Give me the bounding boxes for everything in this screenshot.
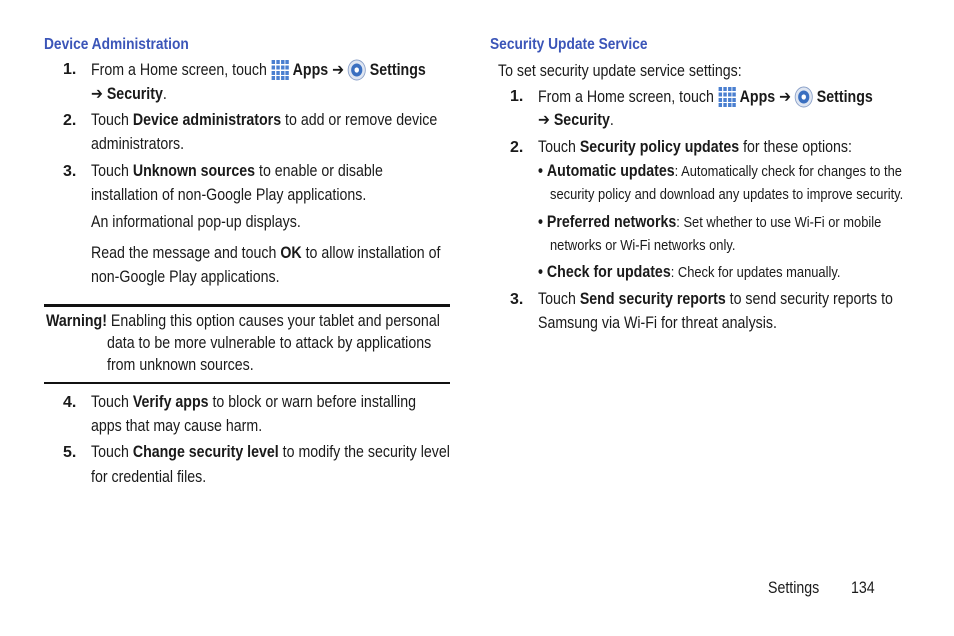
step-text: Touch Unknown sources to enable or disable bbox=[91, 162, 383, 180]
page-number: 134 bbox=[851, 579, 875, 597]
warning-top-rule bbox=[44, 304, 450, 307]
step-text: From a Home screen, touch Apps ➔ Settings bbox=[538, 85, 927, 115]
settings-gear-icon bbox=[794, 86, 813, 115]
warning-text-continued: data to be more vulnerable to attack by applications bbox=[107, 334, 432, 352]
section-heading-security-update-service: Security Update Service bbox=[490, 36, 648, 53]
step-text: Touch Verify apps to block or warn before installing bbox=[91, 393, 416, 411]
apps-grid-icon bbox=[270, 59, 289, 88]
step-text-continued: ➔ Security. bbox=[538, 111, 614, 129]
section-heading-device-administration: Device Administration bbox=[44, 36, 189, 53]
step-text: Touch Change security level to modify the security level bbox=[91, 443, 450, 461]
step-number: 1. bbox=[63, 61, 77, 78]
step-number: 2. bbox=[63, 112, 77, 129]
step-text-continued: ➔ Security. bbox=[91, 85, 167, 103]
step-text: Touch Device administrators to add or remove device bbox=[91, 111, 438, 129]
warning-text-continued: from unknown sources. bbox=[107, 356, 254, 374]
apps-grid-icon bbox=[717, 86, 736, 115]
step-number: 3. bbox=[63, 163, 77, 180]
bullet-item: • Check for updates: Check for updates manually. bbox=[538, 263, 841, 281]
step-text-continued: Samsung via Wi-Fi for threat analysis. bbox=[538, 314, 777, 332]
step-note: Read the message and touch OK to allow installation of bbox=[91, 244, 441, 262]
warning-text: Warning! Enabling this option causes your tablet and personal bbox=[46, 312, 440, 330]
step-text: From a Home screen, touch Apps ➔ Settings bbox=[91, 58, 480, 88]
step-number: 4. bbox=[63, 394, 77, 411]
settings-gear-icon bbox=[347, 59, 366, 88]
step-number: 5. bbox=[63, 444, 77, 461]
step-note: An informational pop-up displays. bbox=[91, 213, 301, 231]
step-text-continued: administrators. bbox=[91, 135, 185, 153]
footer-section: Settings bbox=[768, 579, 820, 597]
step-text: Touch Send security reports to send security reports to bbox=[538, 290, 893, 308]
step-number: 2. bbox=[510, 139, 524, 156]
step-text-continued: installation of non-Google Play applications. bbox=[91, 186, 367, 204]
bullet-item-continued: security policy and download any updates to improve security. bbox=[550, 186, 904, 203]
bullet-item: • Preferred networks: Set whether to use Wi-Fi or mobile bbox=[538, 213, 882, 231]
bullet-item-continued: networks or Wi-Fi networks only. bbox=[550, 237, 736, 254]
step-text-continued: apps that may cause harm. bbox=[91, 417, 263, 435]
intro-text: To set security update service settings: bbox=[498, 62, 742, 80]
bullet-item: • Automatic updates: Automatically check for changes to the bbox=[538, 162, 902, 180]
step-number: 3. bbox=[510, 291, 524, 308]
step-text: Touch Security policy updates for these options: bbox=[538, 138, 852, 156]
step-text-continued: for credential files. bbox=[91, 468, 207, 486]
warning-bottom-rule bbox=[44, 382, 450, 384]
step-note-continued: non-Google Play applications. bbox=[91, 268, 280, 286]
step-number: 1. bbox=[510, 88, 524, 105]
